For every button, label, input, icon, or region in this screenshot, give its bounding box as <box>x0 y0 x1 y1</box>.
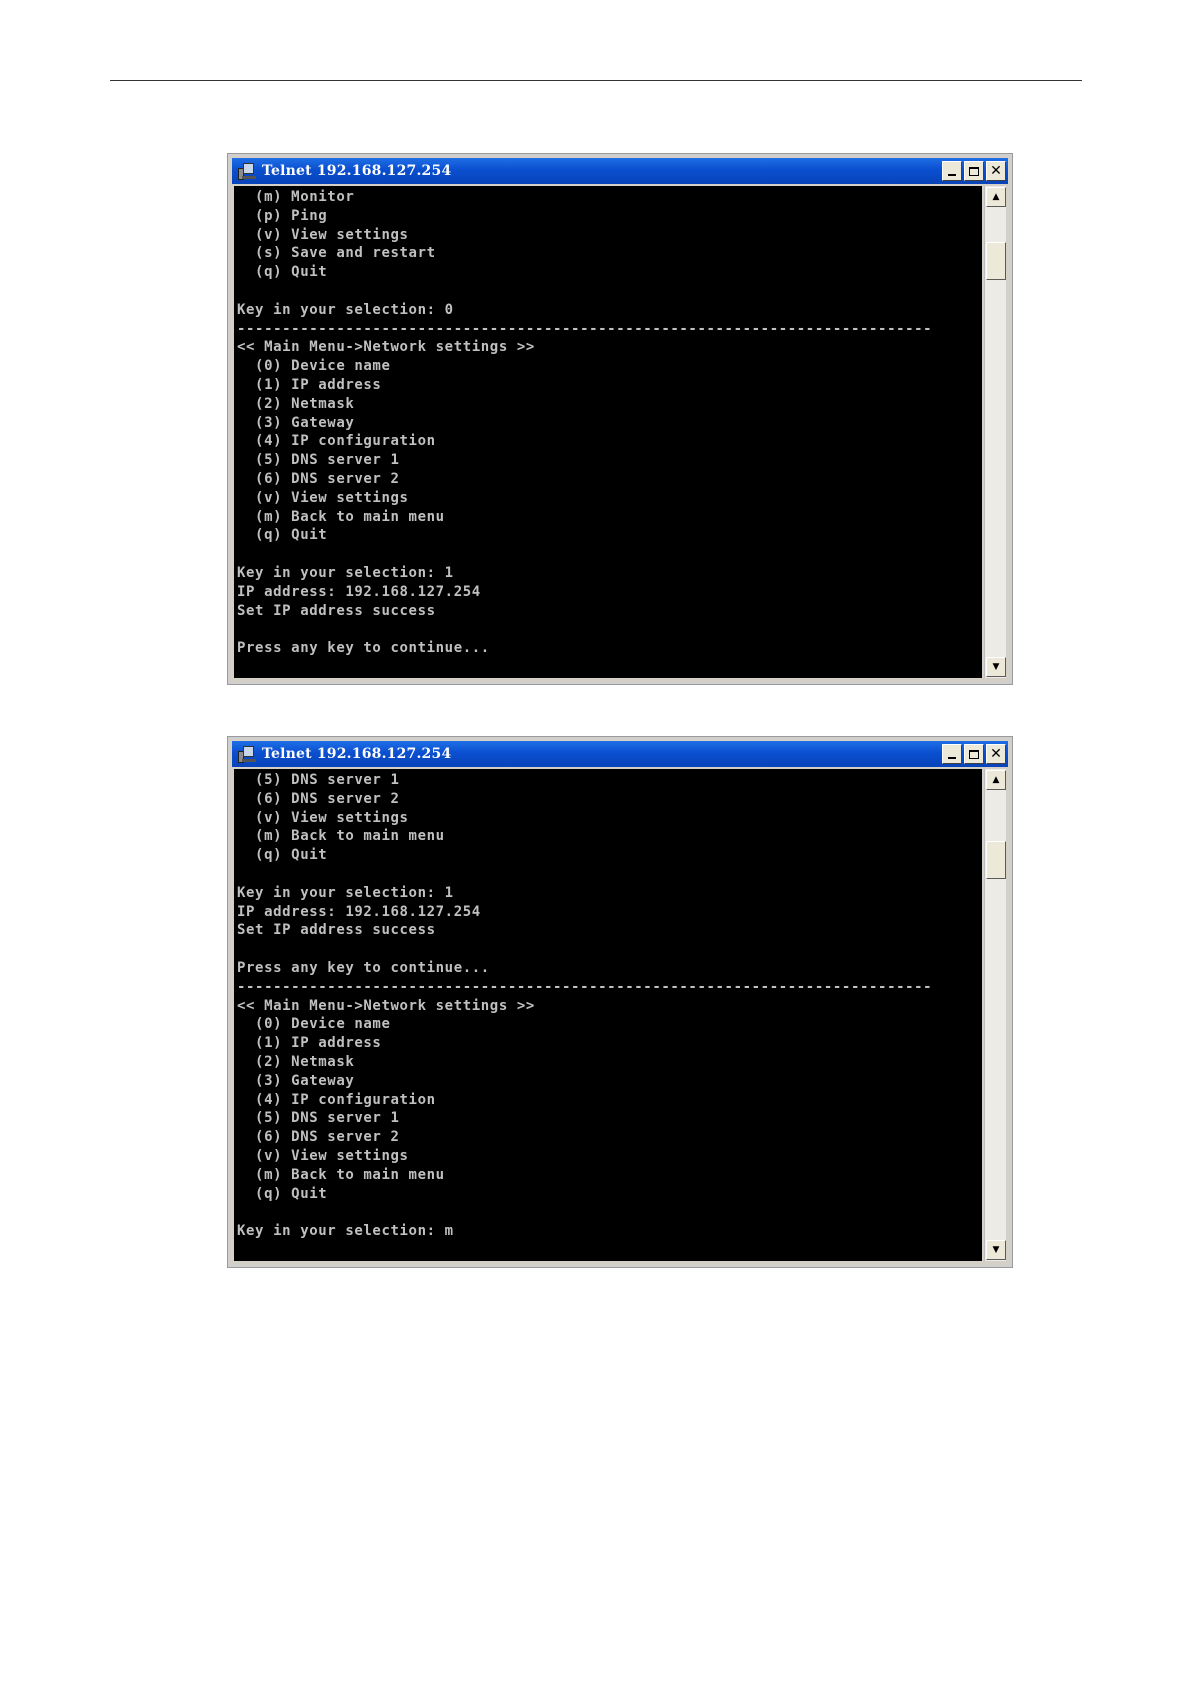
console-output[interactable] <box>234 186 982 678</box>
close-button[interactable] <box>986 744 1006 764</box>
close-icon: ✕ <box>990 163 1002 179</box>
minimize-icon <box>948 757 956 759</box>
maximize-button[interactable] <box>964 161 984 181</box>
console-line: (s) Save and restart <box>237 245 436 262</box>
page-header-rule <box>110 80 1082 81</box>
maximize-icon <box>969 167 979 176</box>
console-line <box>237 865 982 884</box>
scroll-up-button[interactable] <box>986 770 1006 790</box>
console-line: (q) Quit <box>237 1185 328 1202</box>
console-line: (6) DNS server 2 <box>237 470 400 487</box>
vertical-scrollbar[interactable] <box>984 769 1006 1261</box>
scrollbar-thumb[interactable] <box>986 242 1006 280</box>
console-line: IP address: 192.168.127.254 <box>237 583 481 600</box>
console-line: Key in your selection: 0 <box>237 301 454 318</box>
console-line: (5) DNS server 1 <box>237 1110 400 1127</box>
scroll-down-arrow-icon: ▼ <box>992 662 1000 672</box>
scroll-down-arrow-icon: ▼ <box>992 1245 1000 1255</box>
console-line: (q) Quit <box>237 847 328 864</box>
title-bar[interactable] <box>232 741 1008 767</box>
telnet-app-icon[interactable] <box>238 162 256 180</box>
console-line: (4) IP configuration <box>237 1091 436 1108</box>
console-line: ----------------------------------------------------------------------------- <box>237 978 933 995</box>
console-line: (v) View settings <box>237 489 409 506</box>
console-line: (3) Gateway <box>237 1072 355 1089</box>
scrollbar-thumb[interactable] <box>986 841 1006 879</box>
telnet-app-icon[interactable] <box>238 745 256 763</box>
console-line: (3) Gateway <box>237 414 355 431</box>
console-line: Press any key to continue... <box>237 959 490 976</box>
console-line: (v) View settings <box>237 809 409 826</box>
console-line: << Main Menu->Network settings >> <box>237 339 535 356</box>
console-line: (q) Quit <box>237 527 328 544</box>
console-line: (0) Device name <box>237 358 391 375</box>
console-line: (m) Back to main menu <box>237 828 445 845</box>
console-line: (m) Back to main menu <box>237 508 445 525</box>
console-output[interactable] <box>234 769 982 1261</box>
console-line <box>237 545 982 564</box>
title-bar[interactable] <box>232 158 1008 184</box>
console-line: (1) IP address <box>237 1035 382 1052</box>
console-line <box>237 620 982 639</box>
minimize-icon <box>948 174 956 176</box>
console-line: Key in your selection: m <box>237 1223 454 1240</box>
console-line: (v) View settings <box>237 1147 409 1164</box>
console-line <box>237 940 982 959</box>
console-line: IP address: 192.168.127.254 <box>237 903 481 920</box>
window-title: Telnet 192.168.127.254 <box>262 163 452 179</box>
console-line: (1) IP address <box>237 376 382 393</box>
console-line: (4) IP configuration <box>237 433 436 450</box>
console-line: (m) Monitor <box>237 189 355 205</box>
console-line: Key in your selection: 1 <box>237 564 454 581</box>
console-line: (6) DNS server 2 <box>237 1129 400 1146</box>
scroll-down-button[interactable] <box>986 657 1006 677</box>
scroll-down-button[interactable] <box>986 1240 1006 1260</box>
console-line: << Main Menu->Network settings >> <box>237 997 535 1014</box>
console-line: (p) Ping <box>237 207 328 224</box>
console-line: Set IP address success <box>237 922 436 939</box>
console-line: (2) Netmask <box>237 395 355 412</box>
console-line: Press any key to continue... <box>237 640 490 657</box>
console-line <box>237 282 982 301</box>
console-line: (q) Quit <box>237 264 328 281</box>
console-line: (2) Netmask <box>237 1053 355 1070</box>
minimize-button[interactable] <box>942 744 962 764</box>
console-line: (5) DNS server 1 <box>237 452 400 469</box>
telnet-window-2[interactable] <box>228 737 1012 1267</box>
console-line: (m) Back to main menu <box>237 1166 445 1183</box>
telnet-window-1[interactable] <box>228 154 1012 684</box>
scroll-up-arrow-icon: ▲ <box>992 192 1000 202</box>
scroll-up-arrow-icon: ▲ <box>992 775 1000 785</box>
close-button[interactable] <box>986 161 1006 181</box>
close-icon: ✕ <box>990 746 1002 762</box>
console-line: (6) DNS server 2 <box>237 790 400 807</box>
maximize-button[interactable] <box>964 744 984 764</box>
window-title: Telnet 192.168.127.254 <box>262 746 452 762</box>
console-line: Set IP address success <box>237 602 436 619</box>
console-line: (0) Device name <box>237 1016 391 1033</box>
console-line: Key in your selection: 1 <box>237 884 454 901</box>
scroll-up-button[interactable] <box>986 187 1006 207</box>
minimize-button[interactable] <box>942 161 962 181</box>
maximize-icon <box>969 750 979 759</box>
console-line <box>237 1203 982 1222</box>
console-line: ----------------------------------------------------------------------------- <box>237 320 933 337</box>
vertical-scrollbar[interactable] <box>984 186 1006 678</box>
console-line: (v) View settings <box>237 226 409 243</box>
console-line: (5) DNS server 1 <box>237 772 400 788</box>
